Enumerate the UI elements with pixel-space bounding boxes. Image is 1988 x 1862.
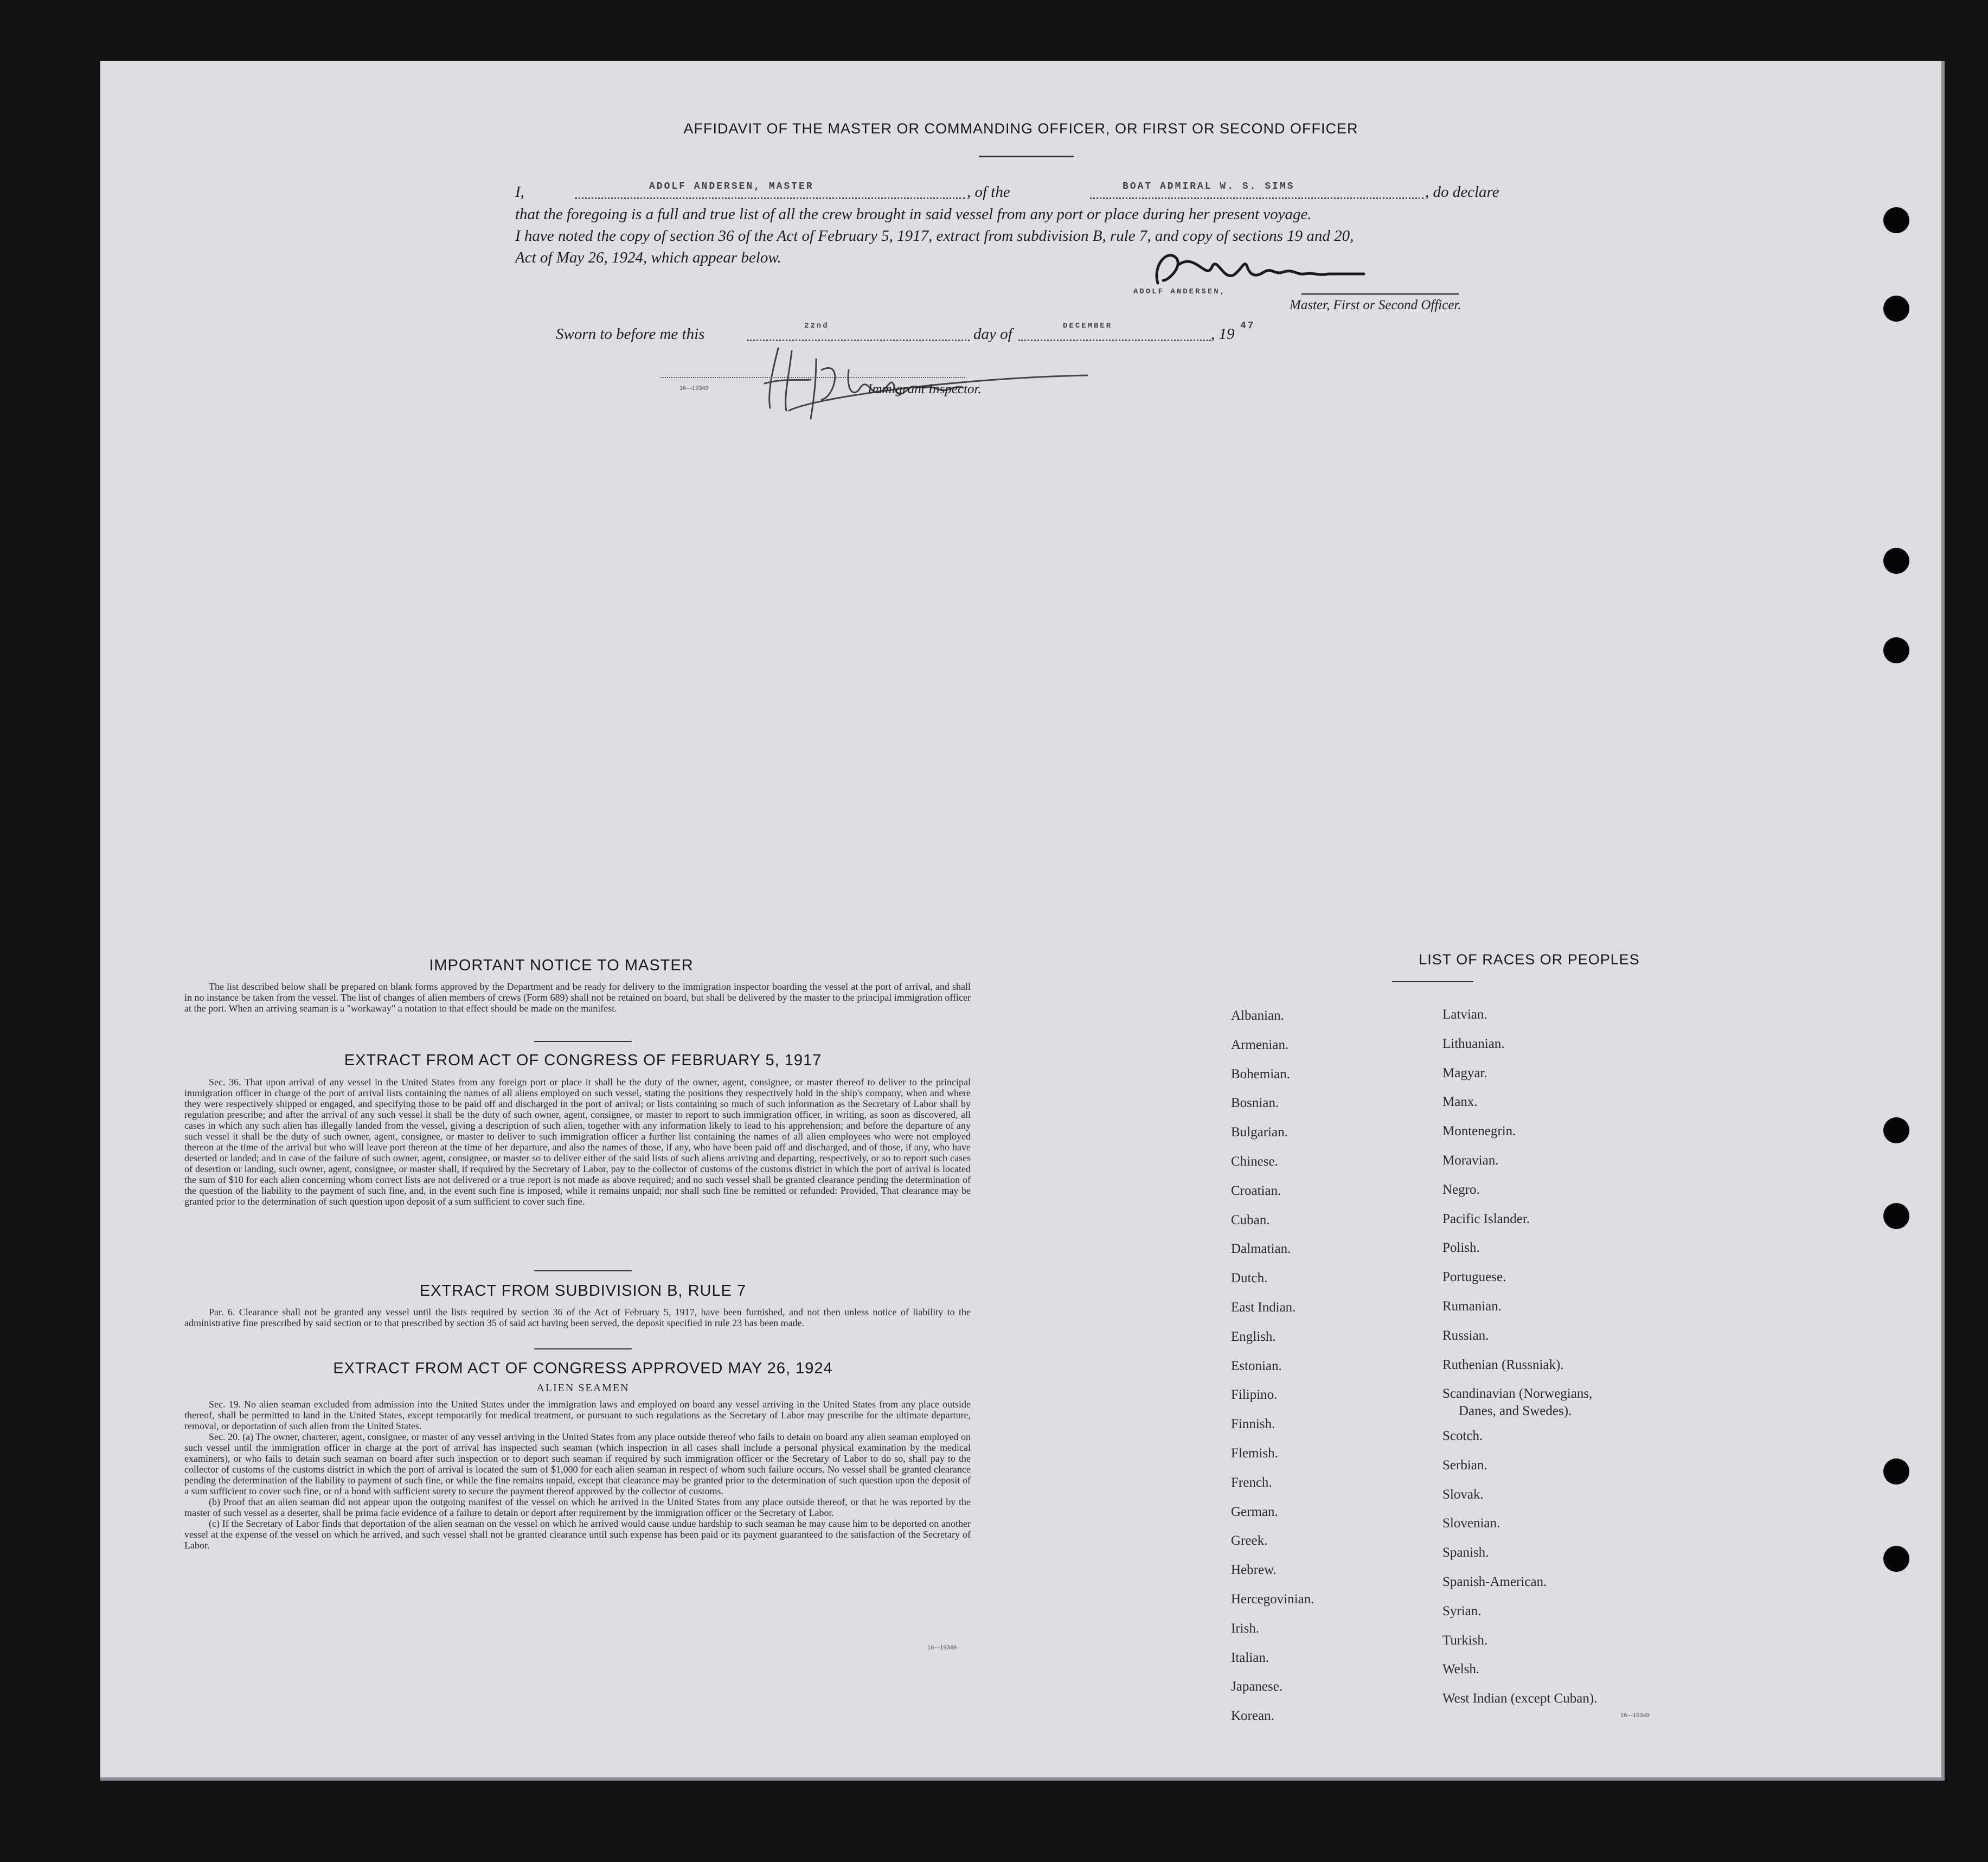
race-item: Korean.	[1231, 1709, 1274, 1724]
race-item: West Indian (except Cuban).	[1442, 1691, 1598, 1706]
race-item: Greek.	[1231, 1533, 1268, 1549]
binder-hole	[1883, 1117, 1909, 1143]
i-label: I,	[515, 183, 524, 201]
race-item: Moravian.	[1442, 1153, 1499, 1168]
extract-1924-subtitle: ALIEN SEAMEN	[536, 1382, 630, 1394]
race-item: Chinese.	[1231, 1154, 1278, 1169]
inspector-line	[660, 377, 965, 378]
affidavit-line-3: I have noted the copy of section 36 of the Act of February 5, 1917, extract from subdivision B, rule 7, and copy of sections 19 and 20,	[515, 227, 1354, 245]
affidavit-line-4: Act of May 26, 1924, which appear below.	[515, 249, 781, 266]
signer-typed: ADOLF ANDERSEN,	[1133, 287, 1227, 296]
binder-hole	[1883, 207, 1909, 233]
extract-rule7-divider	[534, 1348, 632, 1349]
extract-1924-title: EXTRACT FROM ACT OF CONGRESS APPROVED MAY 26, 1924	[333, 1360, 833, 1377]
race-item: Italian.	[1231, 1650, 1269, 1665]
race-item: Dalmatian.	[1231, 1242, 1291, 1257]
races-divider	[1392, 981, 1473, 982]
race-item: Irish.	[1231, 1621, 1260, 1636]
extract-1917-title: EXTRACT FROM ACT OF CONGRESS OF FEBRUARY 5, 1917	[344, 1052, 822, 1069]
race-item: Negro.	[1442, 1182, 1480, 1197]
title-divider	[979, 156, 1074, 157]
race-item: English.	[1231, 1329, 1276, 1344]
sec20b-text: (b) Proof that an alien seaman did not appear upon the outgoing manifest of the vessel on which he arrived in the United States from any place outside thereof, or that he was reported by the master of such vessel as a deserter, shall be prima facie evidence of a failure to detain or deport after requirement by the immigration officer or the Secretary of Labor.	[184, 1496, 971, 1518]
binder-hole	[1883, 637, 1909, 663]
race-item: Latvian.	[1442, 1007, 1487, 1022]
race-item: East Indian.	[1231, 1300, 1296, 1315]
master-label: Master, First or Second Officer.	[1290, 298, 1461, 312]
extract-1917-text: Sec. 36. That upon arrival of any vessel in the United States from any foreign port or place it shall be the duty of the owner, agent, consignee, or master thereof to deliver to the principal immigration officer in charge of the port of arrival lists containing the names of all aliens employed on such vessel, stating the positions they respectively hold in the ship's company, when and where they were respectively shipped or engaged, and specifying those to be paid off and discharged in the port of arrival; or lists containing so much of such information as the Secretary of Labor shall by regulation prescribe; and after the arrival of any such vessel it shall be the duty of such owner, agent, consignee, or master to report to such immigration officer, in writing, as soon as discovered, all cases in which any such alien has illegally landed from the vessel, giving a description of such alien, together with any information likely to lead to his apprehension; and before the departure of any such vessel it shall be the duty of such owner, agent, consignee, or master to deliver to such immigration officer a further list containing the names of all alien employees who were not employed thereon at the time of the arrival but who will leave port thereon at the time of her departure, and also the names of those, if any, who have been paid off and discharged, and of those, if any, who have deserted or landed; and in case of the failure of such owner, agent, consignee, or master so to deliver either of the said lists of such aliens arriving and departing, respectively, or so to report such cases of desertion or landing, such owner, agent, consignee, or master shall, if required by the Secretary of Labor, pay to the collector of customs of the customs district in which the port of arrival is located the sum of $10 for each alien concerning whom correct lists are not delivered or a true report is not made as above required; and no such vessel shall be granted clearance pending the determination of the question of the liability to the payment of such fine, and, in the event such fine is imposed, while it remains unpaid; nor shall such fine be remitted or refunded: Provided, That clearance may be granted prior to the determination of such question upon deposit of a sum sufficient to cover such fine.	[184, 1077, 971, 1207]
race-item: Cuban.	[1231, 1212, 1270, 1227]
vessel-line	[1090, 197, 1423, 199]
races-column-1	[1231, 1001, 1314, 1731]
extract-1924-form-code: 16—19349	[927, 1645, 957, 1651]
vessel-typed: BOAT ADMIRAL W. S. SIMS	[1123, 181, 1295, 192]
binder-hole	[1883, 1203, 1909, 1229]
race-item: Montenegrin.	[1442, 1124, 1516, 1139]
sec20c-text: (c) If the Secretary of Labor finds that deportation of the alien seaman on the vessel on which he arrived would cause undue hardship to such seaman he may cause him to be deported on another vessel at the expense of the vessel on which he arrived, and such vessel shall not be granted clearance until such expense has been paid or its payment guaranteed to the satisfaction of the Secretary of Labor.	[184, 1518, 971, 1551]
race-item: Russian.	[1442, 1328, 1489, 1343]
notice-title: IMPORTANT NOTICE TO MASTER	[429, 957, 694, 974]
race-item: Croatian.	[1231, 1183, 1281, 1198]
sworn-label: Sworn to before me this	[556, 325, 705, 343]
race-item: Manx.	[1442, 1095, 1478, 1110]
binder-hole	[1883, 548, 1909, 574]
race-item: Scotch.	[1442, 1428, 1483, 1443]
of-the-label: , of the	[967, 183, 1010, 201]
race-item: Pacific Islander.	[1442, 1211, 1530, 1226]
race-item: Portuguese.	[1442, 1270, 1506, 1285]
races-title: LIST OF RACES OR PEOPLES	[1419, 951, 1640, 968]
master-name-typed: ADOLF ANDERSEN, MASTER	[649, 181, 814, 192]
extract-rule7-text: Par. 6. Clearance shall not be granted any vessel until the lists required by section 36 of the Act of February 5, 1917, have been furnished, and not then unless notice of liability to the administrative fine prescribed by said section or to that prescribed by section 35 of said act having been served, the deposit specified in rule 23 has been made.	[184, 1307, 971, 1328]
inspector-label: Immigrant Inspector.	[868, 382, 982, 396]
race-item: Welsh.	[1442, 1662, 1480, 1677]
extract-1917-divider	[534, 1270, 632, 1271]
month-typed: DECEMBER	[1063, 322, 1113, 330]
binder-hole	[1883, 296, 1909, 322]
master-signature-line	[1301, 293, 1459, 295]
races-column-2	[1442, 1000, 1597, 1713]
name-line	[575, 197, 965, 199]
extract-rule7-title: EXTRACT FROM SUBDIVISION B, RULE 7	[419, 1282, 747, 1300]
race-item: Flemish.	[1231, 1445, 1278, 1461]
affidavit-line-2: that the foregoing is a full and true list of all the crew brought in said vessel from any port or place during her present voyage.	[515, 206, 1312, 223]
races-form-code: 16—19349	[1620, 1712, 1650, 1719]
declare-label: , do declare	[1425, 183, 1499, 201]
notice-text: The list described below shall be prepared on blank forms approved by the Department and be ready for delivery to the immigration inspector boarding the vessel at the port of arrival, and shall in no instance be taken from the vessel. The list of changes of alien members of crews (Form 689) shall not be retained on board, but shall be delivered by the master to the principal immigration officer at the port. When an arriving seaman is a "workaway" a notation to that effect should be made on the manifest.	[184, 981, 971, 1014]
race-item: Hercegovinian.	[1231, 1591, 1314, 1607]
race-item: Ruthenian (Russniak).	[1442, 1357, 1564, 1372]
race-item: Japanese.	[1231, 1679, 1283, 1694]
sworn-day-typed: 22nd	[804, 322, 829, 330]
binder-hole	[1883, 1458, 1909, 1485]
race-item: Bulgarian.	[1231, 1125, 1288, 1140]
race-item: Finnish.	[1231, 1417, 1275, 1432]
race-item: French.	[1231, 1475, 1272, 1490]
race-item: Estonian.	[1231, 1358, 1282, 1373]
notice-divider	[534, 1041, 632, 1042]
race-item: Spanish.	[1442, 1545, 1489, 1560]
race-item: Syrian.	[1442, 1603, 1482, 1618]
race-item: Turkish.	[1442, 1633, 1488, 1648]
binder-hole	[1883, 1546, 1909, 1572]
document-page	[100, 61, 1945, 1781]
race-item: Lithuanian.	[1442, 1036, 1505, 1051]
race-item: Serbian.	[1442, 1457, 1487, 1473]
race-item: Bosnian.	[1231, 1096, 1279, 1111]
race-item: Rumanian.	[1442, 1298, 1502, 1314]
race-item: Polish.	[1442, 1240, 1480, 1256]
race-item: Spanish-American.	[1442, 1574, 1547, 1589]
race-item: Filipino.	[1231, 1387, 1278, 1403]
day-of-label: day of	[973, 325, 1012, 343]
race-item: Magyar.	[1442, 1065, 1487, 1080]
race-item: Dutch.	[1231, 1271, 1268, 1286]
year-prefix: , 19	[1211, 325, 1235, 343]
race-item: Hebrew.	[1231, 1563, 1277, 1578]
affidavit-form-code: 16—19349	[679, 385, 709, 392]
affidavit-title: AFFIDAVIT OF THE MASTER OR COMMANDING OFFICER, OR FIRST OR SECOND OFFICER	[683, 120, 1358, 137]
race-item: Slovak.	[1442, 1487, 1484, 1502]
race-item-continuation: Danes, and Swedes).	[1459, 1404, 1572, 1419]
race-item: Albanian.	[1231, 1008, 1284, 1023]
year-typed: 47	[1240, 321, 1255, 331]
race-item: Bohemian.	[1231, 1066, 1291, 1082]
race-item: Armenian.	[1231, 1037, 1289, 1052]
extract-1924-text	[184, 1399, 971, 1551]
race-item: Scandinavian (Norwegians,	[1442, 1386, 1593, 1402]
sec20a-text: Sec. 20. (a) The owner, charterer, agent, consignee, or master of any vessel arriving in the United States from any place outside thereof who fails to detain on board any alien seaman employed on such vessel until the immigration officer in charge at the port of arrival has inspected such seaman (which inspection in all cases shall include a personal physical examination by the medical examiners), or who fails to detain such seaman on board after such inspection or to deport such seaman if required by such immigration officer or the Secretary of Labor to do so, shall pay to the collector of customs of the customs district in which the port of arrival is located the sum of $1,000 for each alien seaman in respect of whom such failure occurs. No vessel shall be granted clearance pending the determination of the liability to payment of such fine, or while the fine remains unpaid, except that clearance may be granted prior to the determination of such question upon the deposit of a sum sufficient to cover such fine, or of a bond with sufficient surety to secure the payment thereof approved by the collector of customs.	[184, 1431, 971, 1496]
race-item: German.	[1231, 1504, 1278, 1519]
race-item: Slovenian.	[1442, 1516, 1500, 1531]
sec19-text: Sec. 19. No alien seaman excluded from admission into the United States under the immigration laws and employed on board any vessel arriving in the United States from any place outside thereof, shall be permitted to land in the United States, except temporarily for medical treatment, or pursuant to such regulations as the Secretary of Labor may prescribe for the ultimate departure, removal, or deportation of such alien from the United States.	[184, 1399, 971, 1431]
